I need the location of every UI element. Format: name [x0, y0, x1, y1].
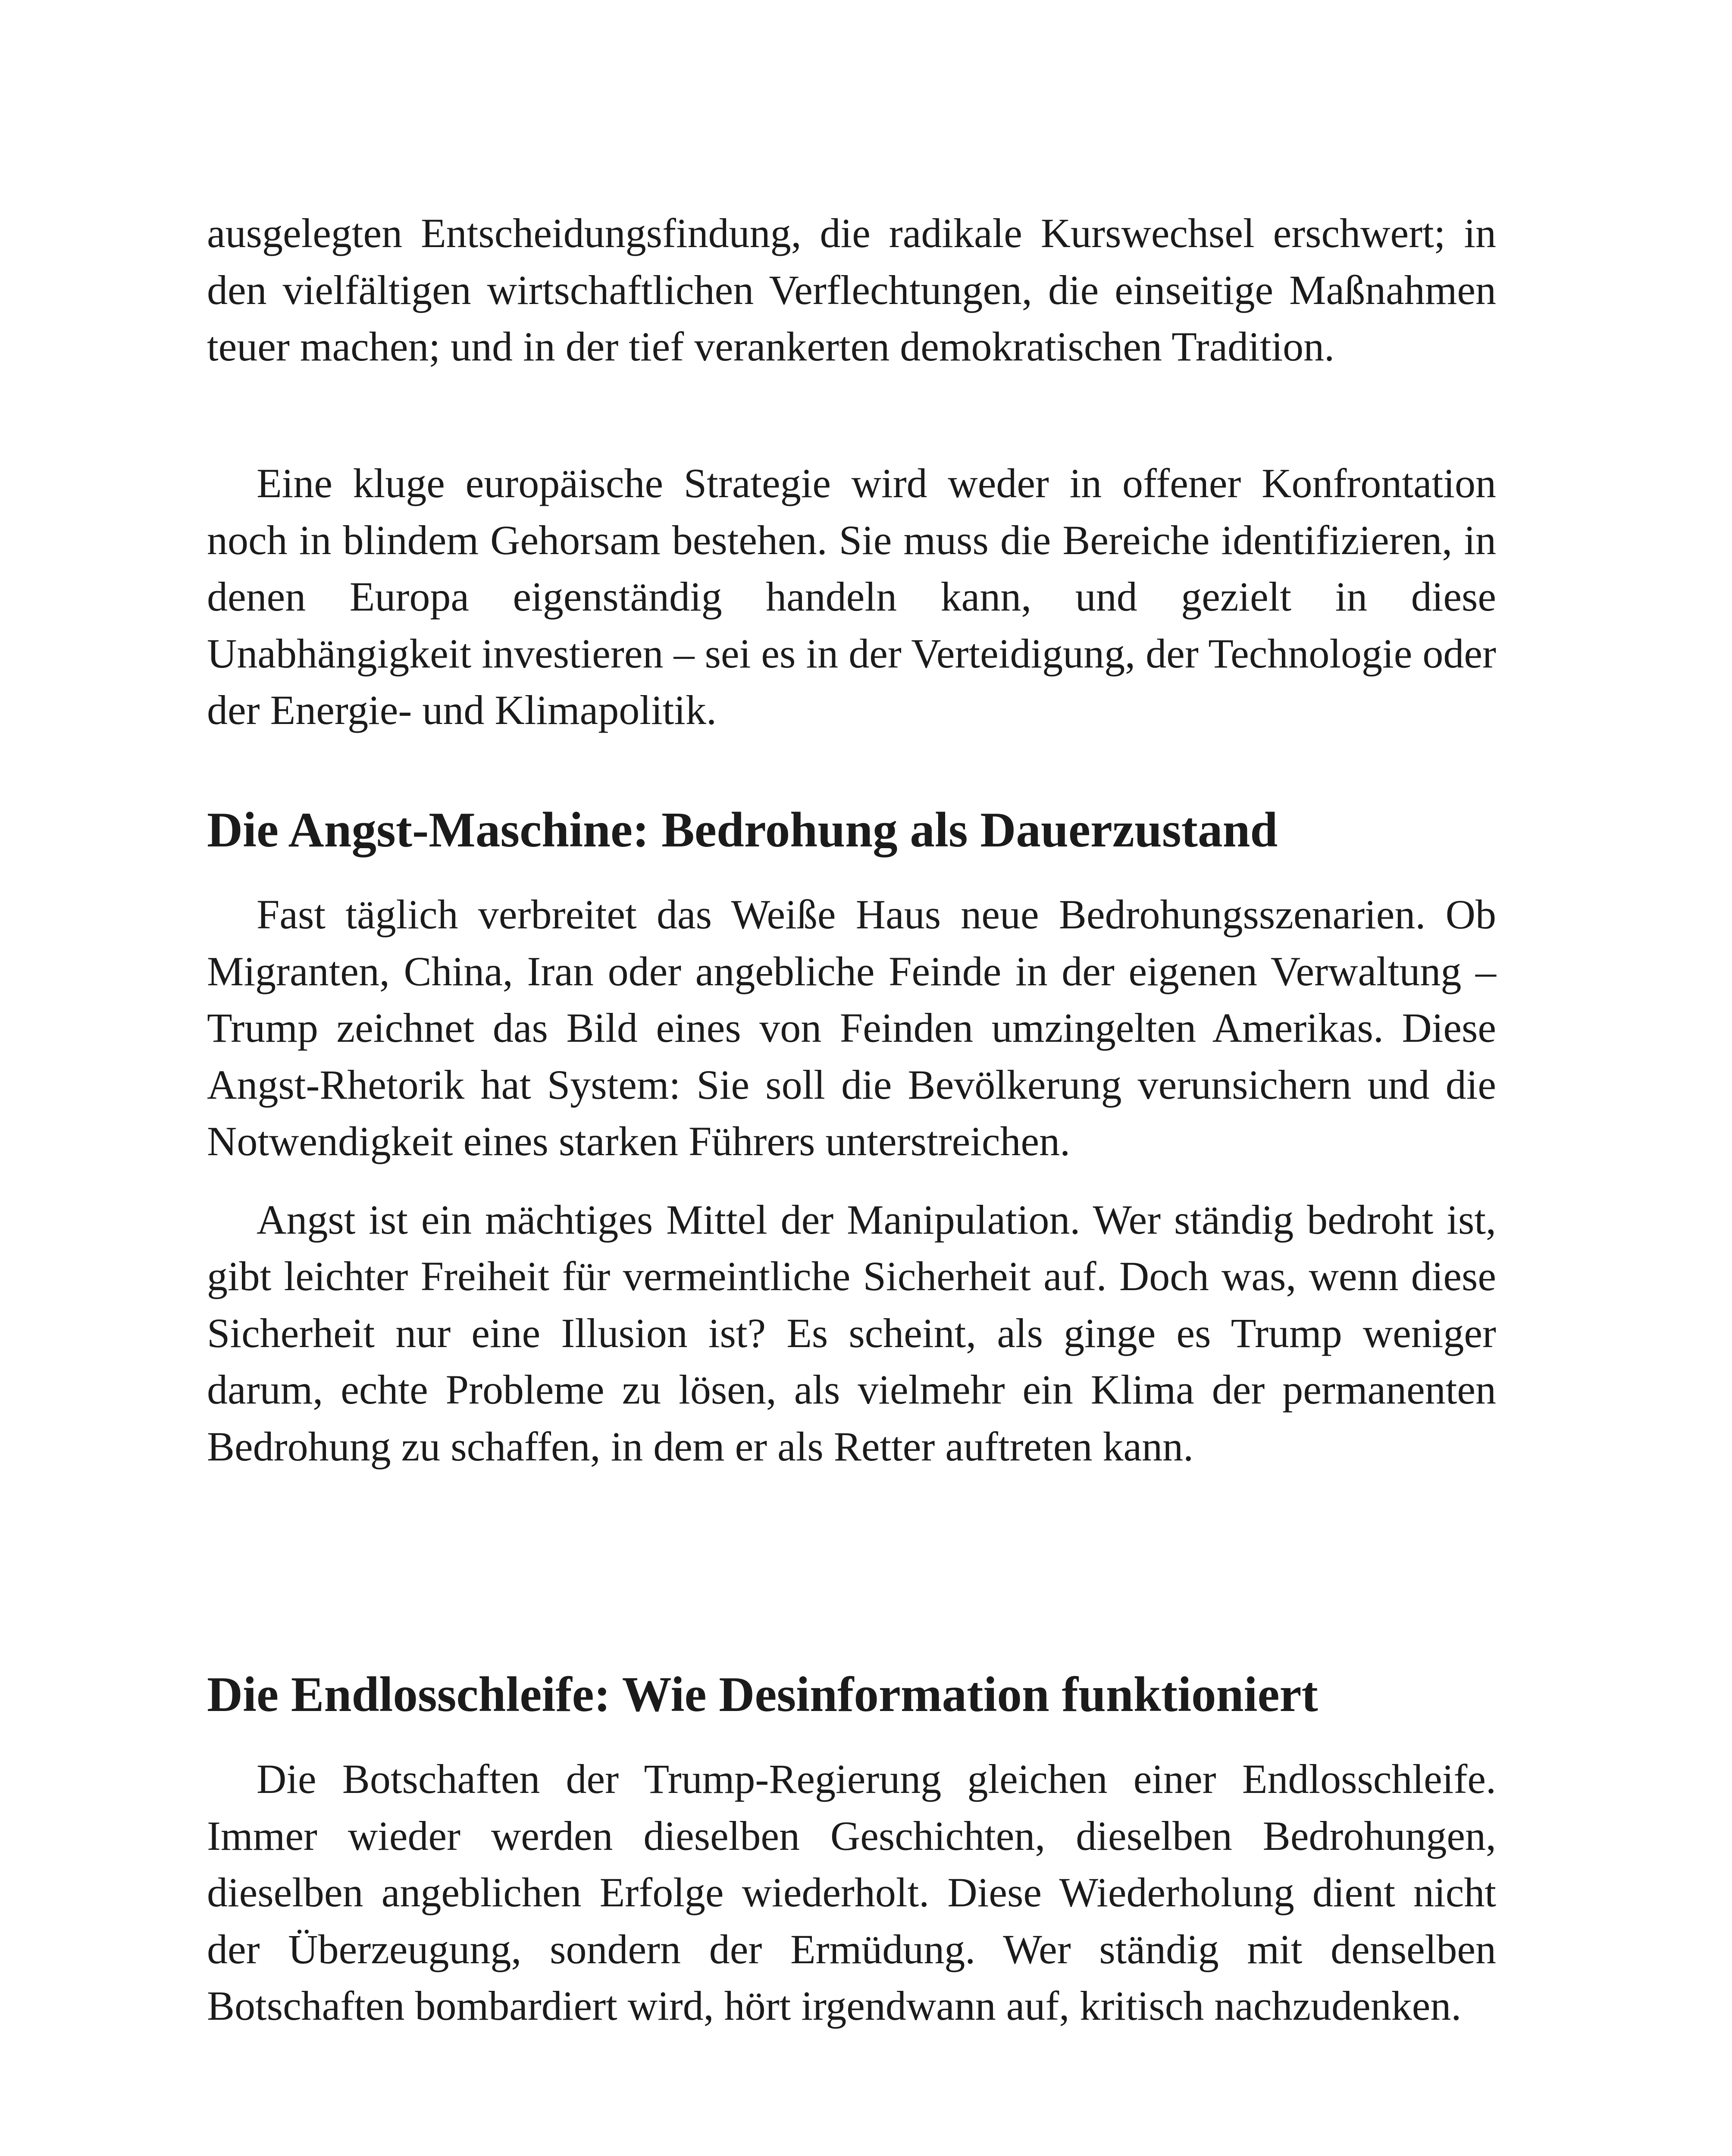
paragraph-2: Eine kluge europäische Strategie wird weder in offener Konfrontation noch in blindem Gehorsam bestehen. Sie muss die Bereiche identifizieren, in denen Europa eigenständig handeln kann, und gezielt in diese Unabhängigkeit investieren – sei es in der Verteidigung, der Technologie oder der Energie- und Klimapolitik. — [207, 460, 1496, 733]
paragraph-1: ausgelegten Entscheidungsfindung, die radikale Kurswechsel erschwert; in den vielfältigen wirtschaftlichen Verflechtungen, die einseitige Maßnahmen teuer machen; und in der tief verankerten demokratischen Tradition. — [207, 210, 1496, 370]
section-continuation — [207, 205, 1496, 375]
section-endlosschleife — [207, 1751, 1496, 2034]
paragraph-4: Angst ist ein mächtiges Mittel der Manipulation. Wer ständig bedroht ist, gibt leichter Freiheit für vermeintliche Sicherheit auf. Doch was, wenn diese Sicherheit nur eine Illusion ist? Es scheint, als ginge es Trump weniger darum, echte Probleme zu lösen, als vielmehr ein Klima der permanenten Bedrohung zu schaffen, in dem er als Retter auftreten kann. — [207, 1196, 1496, 1470]
heading-angst-maschine: Die Angst-Maschine: Bedrohung als Dauerzustand — [207, 802, 1278, 857]
section-strategy — [207, 455, 1496, 739]
paragraph-5: Die Botschaften der Trump-Regierung gleichen einer Endlosschleife. Immer wieder werden dieselben Geschichten, dieselben Bedrohungen, dieselben angeblichen Erfolge wiederholt. Diese Wiederholung dient nicht der Überzeugung, sondern der Ermüdung. Wer ständig mit denselben Botschaften bombardiert wird, hört irgendwann auf, kritisch nachzudenken. — [207, 1756, 1496, 2029]
section-angst — [207, 886, 1496, 1475]
paragraph-3: Fast täglich verbreitet das Weiße Haus neue Bedrohungsszenarien. Ob Migranten, China, Iran oder angebliche Feinde in der eigenen Verwaltung – Trump zeichnet das Bild eines von Feinden umzingelten Amerikas. Diese Angst-Rhetorik hat System: Sie soll die Bevölkerung verunsichern und die Notwendigkeit eines starken Führers unterstreichen. — [207, 891, 1496, 1164]
heading-endlosschleife: Die Endlosschleife: Wie Desinformation funktioniert — [207, 1667, 1318, 1722]
